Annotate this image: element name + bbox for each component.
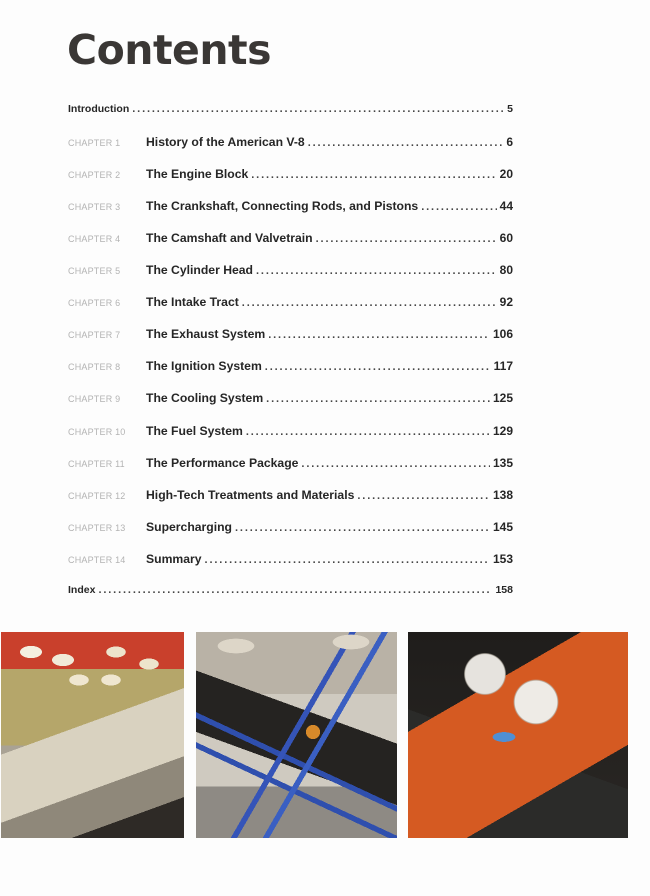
toc-entry-index[interactable] — [68, 584, 513, 604]
page-number: 129 — [492, 424, 513, 438]
chapter-label: CHAPTER 12 — [68, 491, 126, 501]
page-number: 92 — [499, 295, 513, 309]
toc-entry-chapter-4[interactable] — [68, 231, 513, 251]
photo-orange-v8-engine-bay — [408, 632, 628, 838]
chapter-label: CHAPTER 13 — [68, 523, 126, 533]
dot-leader — [357, 490, 490, 502]
chapter-label: CHAPTER 6 — [68, 298, 121, 308]
dot-leader — [301, 458, 490, 470]
toc-entry-chapter-13[interactable] — [68, 520, 513, 540]
entry-title: History of the American V-8 — [146, 135, 305, 149]
entry-title: High-Tech Treatments and Materials — [146, 488, 355, 502]
entry-title: The Camshaft and Valvetrain — [146, 231, 313, 245]
chapter-label: CHAPTER 5 — [68, 266, 121, 276]
chapter-label: CHAPTER 4 — [68, 234, 121, 244]
page-number: 145 — [492, 520, 513, 534]
page-number: 6 — [506, 135, 513, 149]
dot-leader — [242, 297, 497, 309]
entry-title: The Ignition System — [146, 359, 262, 373]
chapter-label: CHAPTER 14 — [68, 555, 126, 565]
toc-entry-chapter-12[interactable] — [68, 488, 513, 508]
page-number: 20 — [499, 167, 513, 181]
chapter-label: CHAPTER 11 — [68, 459, 125, 469]
page-number: 80 — [499, 263, 513, 277]
chapter-label: CHAPTER 8 — [68, 362, 121, 372]
page-number: 153 — [492, 552, 513, 566]
toc-entry-chapter-6[interactable] — [68, 295, 513, 315]
page-number: 5 — [507, 103, 513, 115]
toc-entry-chapter-8[interactable] — [68, 359, 513, 379]
entry-title: The Cylinder Head — [146, 263, 254, 277]
page-number: 158 — [495, 584, 513, 596]
chapter-label: CHAPTER 9 — [68, 394, 121, 404]
entry-title: Supercharging — [146, 520, 233, 534]
dot-leader — [421, 201, 496, 213]
photo-chrome-carburetor-engine — [1, 632, 184, 838]
dot-leader — [265, 361, 491, 373]
dot-leader — [98, 584, 492, 596]
chapter-label: CHAPTER 2 — [68, 170, 121, 180]
toc-entry-introduction[interactable] — [68, 103, 513, 123]
entry-title: The Performance Package — [146, 456, 299, 470]
toc-entry-chapter-11[interactable] — [68, 456, 513, 476]
dot-leader — [235, 522, 490, 534]
dot-leader — [268, 329, 490, 341]
page-number: 125 — [492, 391, 513, 405]
page-number: 106 — [492, 327, 513, 341]
entry-title: The Exhaust System — [146, 327, 266, 341]
toc-entry-chapter-7[interactable] — [68, 327, 513, 347]
chapter-label: CHAPTER 7 — [68, 330, 121, 340]
entry-title: Introduction — [68, 103, 130, 115]
entry-title: The Cooling System — [146, 391, 264, 405]
dot-leader — [246, 426, 490, 438]
toc-entry-chapter-14[interactable] — [68, 552, 513, 572]
dot-leader — [205, 554, 490, 566]
toc-entry-chapter-3[interactable] — [68, 199, 513, 219]
page-number: 135 — [492, 456, 513, 470]
page-title: Contents — [67, 26, 272, 74]
chapter-label: CHAPTER 10 — [68, 427, 126, 437]
dot-leader — [316, 233, 497, 245]
dot-leader — [266, 393, 490, 405]
entry-title: Summary — [146, 552, 202, 566]
entry-title: The Engine Block — [146, 167, 249, 181]
chapter-label: CHAPTER 3 — [68, 202, 121, 212]
dot-leader — [256, 265, 497, 277]
toc-entry-chapter-9[interactable] — [68, 391, 513, 411]
entry-title: The Intake Tract — [146, 295, 239, 309]
entry-title: Index — [68, 584, 96, 596]
dot-leader — [132, 103, 504, 115]
page-number: 60 — [499, 231, 513, 245]
page-number: 44 — [499, 199, 513, 213]
entry-title: The Fuel System — [146, 424, 243, 438]
photo-blue-ignition-wires-engine — [196, 632, 397, 838]
entry-title: The Crankshaft, Connecting Rods, and Pistons — [146, 199, 419, 213]
toc-entry-chapter-1[interactable] — [68, 135, 513, 155]
page-number: 117 — [493, 359, 513, 373]
page-number: 138 — [492, 488, 513, 502]
toc-entry-chapter-10[interactable] — [68, 424, 513, 444]
chapter-label: CHAPTER 1 — [68, 138, 121, 148]
dot-leader — [308, 137, 504, 149]
dot-leader — [251, 169, 496, 181]
toc-entry-chapter-5[interactable] — [68, 263, 513, 283]
toc-entry-chapter-2[interactable] — [68, 167, 513, 187]
